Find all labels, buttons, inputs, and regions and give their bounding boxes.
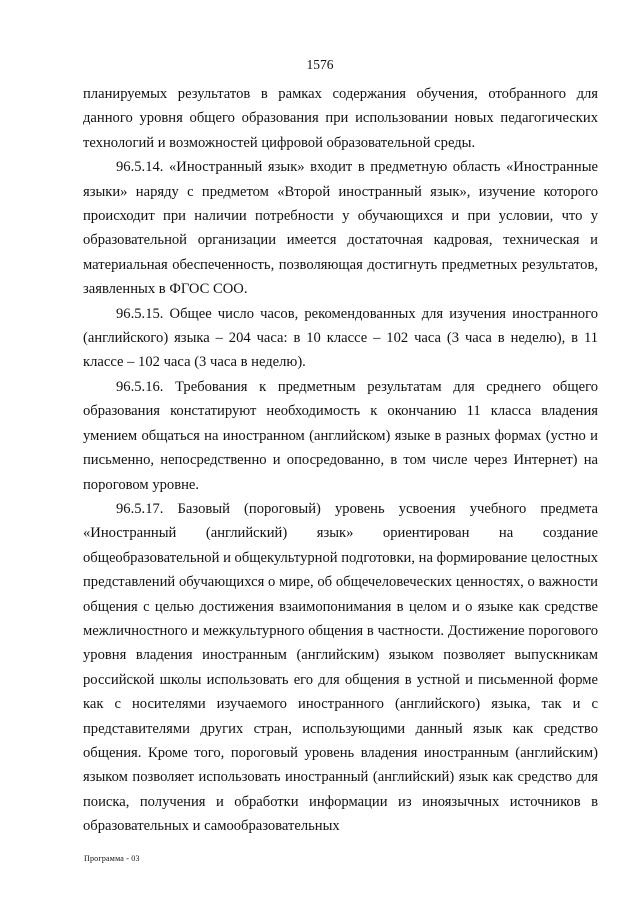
paragraph-continuation: планируемых результатов в рамках содержания обучения, отобранного для данного уровня общего образования при использовании новых педагогических технологий и возможностей цифровой образовательной среды. xyxy=(83,86,598,151)
paragraph-96-5-16: 96.5.16. Требования к предметным результатам для среднего общего образования констатируют необходимость к окончанию 11 класса владения умением общаться на иностранном (английском) языке в разных формах (устно и письменно, непосредственно и опосредованно, в том числе через Интернет) на пороговом уровне. xyxy=(83,378,598,493)
paragraph-96-5-17: 96.5.17. Базовый (пороговый) уровень усвоения учебного предмета «Иностранный (английский) язык» ориентирован на создание общеобразовательной и общекультурной подготовки, на формирование целостных представлений обучающихся о мире, об общечеловеческих ценностях, о важности общения с целью достижения взаимопонимания в целом и о языке как средстве межличностного и межкультурного общения в частности. Достижение порогового уровня владения иностранным (английским) языком позволяет выпускникам российской школы использовать его для общения в устной и письменной форме как с носителями изучаемого иностранного (английского) языка, так и с представителями других стран, использующими данный язык как средство общения. Кроме того, пороговый уровень владения иностранным (английским) языком позволяет использовать иностранный (английский) язык как средство для поиска, получения и обработки информации из иноязычных источников в образовательных и самообразовательных xyxy=(83,500,598,835)
page-footer: Программа - 03 xyxy=(84,854,140,863)
paragraph-96-5-14: 96.5.14. «Иностранный язык» входит в предметную область «Иностранные языки» наряду с предметом «Второй иностранный язык», изучение которого происходит при наличии потребности у обучающихся и при условии, что у образовательной организации имеется достаточная кадровая, техническая и материальная обеспеченность, позволяющая достигнуть предметных результатов, заявленных в ФГОС СОО. xyxy=(83,159,598,298)
paragraph-96-5-15: 96.5.15. Общее число часов, рекомендованных для изучения иностранного (английского) языка – 204 часа: в 10 классе – 102 часа (3 часа в неделю), в 11 классе – 102 часа (3 часа в неделю). xyxy=(83,305,598,371)
page-number: 1576 xyxy=(306,57,334,72)
document-body xyxy=(83,82,598,839)
